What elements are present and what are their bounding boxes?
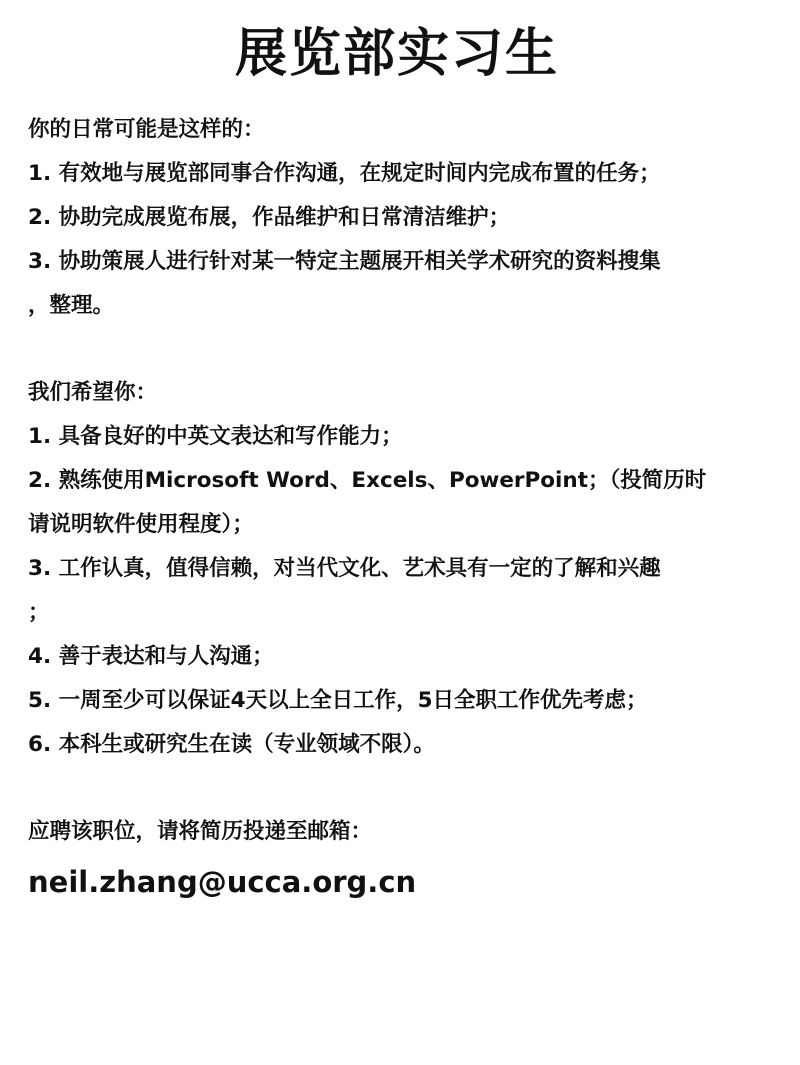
daily-duty-item-3: 3. 协助策展人进行针对某一特定主题展开相关学术研究的资料搜集 xyxy=(28,249,661,274)
requirement-item-1: 1. 具备良好的中英文表达和写作能力； xyxy=(28,424,403,449)
page-title: 展览部实习生 xyxy=(234,24,559,84)
requirement-item-4: 4. 善于表达和与人沟通； xyxy=(28,644,274,669)
requirement-item-2-continued: 请说明软件使用程度）； xyxy=(28,512,254,537)
daily-duty-item-1: 1. 有效地与展览部同事合作沟通，在规定时间内完成布置的任务； xyxy=(28,161,661,186)
requirement-item-5: 5. 一周至少可以保证4天以上全日工作，5日全职工作优先考虑； xyxy=(28,688,648,713)
daily-duties-heading: 你的日常可能是这样的： xyxy=(28,117,265,142)
requirements-section xyxy=(28,371,766,767)
section-spacer xyxy=(28,767,766,810)
daily-duty-item-3-continued: ，整理。 xyxy=(28,293,115,318)
requirement-item-6: 6. 本科生或研究生在读（专业领域不限）。 xyxy=(28,732,435,757)
requirement-item-2: 2. 熟练使用Microsoft Word、Excels、PowerPoint；（投简历时 xyxy=(28,468,707,493)
daily-duty-item-2: 2. 协助完成展览布展，作品维护和日常清洁维护； xyxy=(28,205,511,230)
apply-heading: 应聘该职位，请将简历投递至邮箱： xyxy=(28,819,373,844)
daily-duties-section xyxy=(28,108,766,328)
requirement-item-3-continued: ； xyxy=(28,600,50,625)
contact-email[interactable]: neil.zhang@ucca.org.cn xyxy=(28,865,417,899)
apply-section xyxy=(28,810,766,904)
requirement-item-3: 3. 工作认真，值得信赖，对当代文化、艺术具有一定的了解和兴趣 xyxy=(28,556,661,581)
requirements-heading: 我们希望你： xyxy=(28,380,158,405)
section-spacer xyxy=(28,328,766,371)
